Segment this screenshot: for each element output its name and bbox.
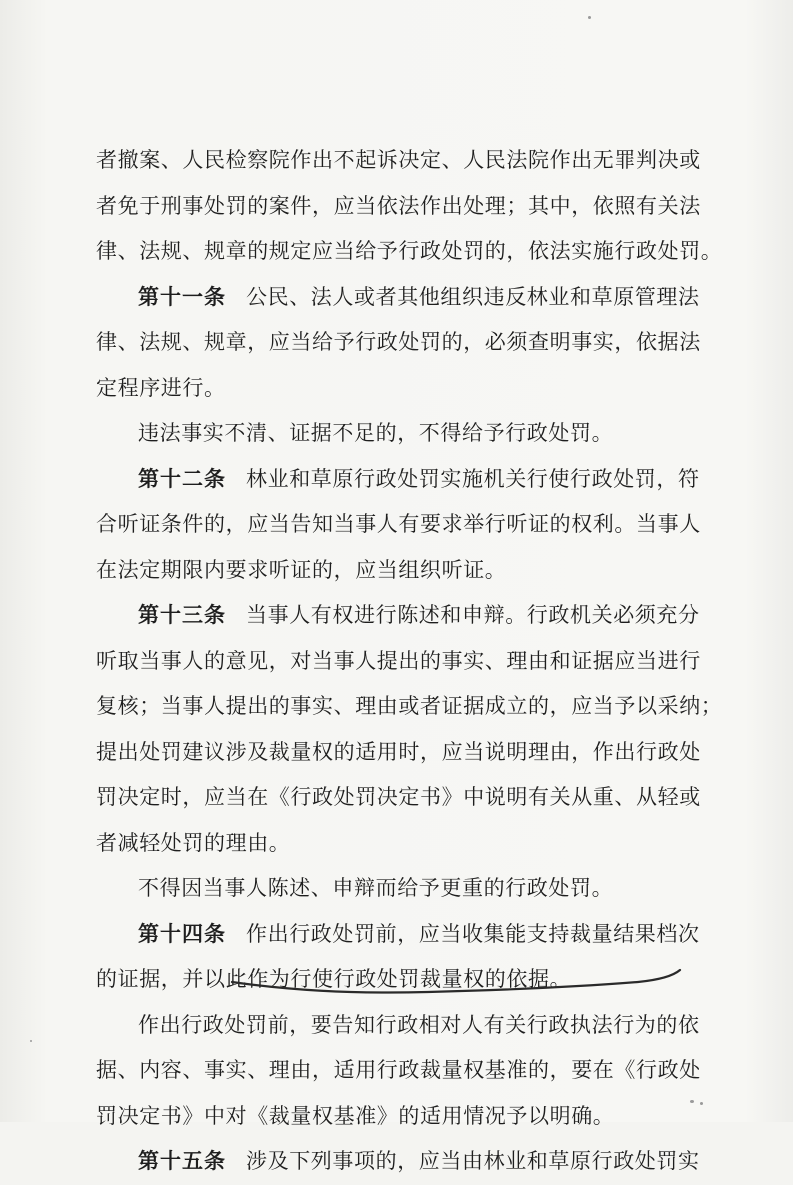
text-line bbox=[96, 548, 692, 594]
scan-speck bbox=[588, 16, 591, 19]
text-line bbox=[96, 320, 701, 366]
article-13-title: 第十三条 bbox=[138, 603, 226, 627]
article-11-title: 第十一条 bbox=[138, 284, 226, 309]
line-text: 复核；当事人提出的事实、理由或者证据成立的，应当予以采纳； bbox=[96, 694, 723, 718]
article-15-line bbox=[96, 1139, 700, 1185]
text-line bbox=[96, 821, 692, 867]
line-text: 涉及下列事项的，应当由林业和草原行政处罚实 bbox=[246, 1149, 700, 1173]
text-line bbox=[96, 502, 701, 548]
line-text: 罚决定书》中对《裁量权基准》的适用情况予以明确。 bbox=[96, 1103, 615, 1128]
text-line bbox=[96, 411, 692, 457]
text-line bbox=[96, 1048, 701, 1094]
text-line bbox=[96, 639, 701, 685]
article-15-title: 第十五条 bbox=[138, 1149, 226, 1173]
document-body bbox=[96, 138, 723, 1185]
line-text: 听取当事人的意见，对当事人提出的事实、理由和证据应当进行 bbox=[96, 648, 701, 673]
line-text: 在法定期限内要求听证的，应当组织听证。 bbox=[96, 557, 507, 582]
line-text: 作出行政处罚前，要告知行政相对人有关行政执法行为的依 bbox=[138, 1012, 700, 1037]
line-text: 者免于刑事处罚的案件，应当依法作出处理；其中，依照有关法 bbox=[96, 193, 701, 218]
text-line bbox=[96, 138, 701, 184]
line-text: 律、法规、规章，应当给予行政处罚的，必须查明事实，依据法 bbox=[96, 330, 701, 354]
text-line bbox=[96, 775, 701, 821]
line-text: 罚决定时，应当在《行政处罚决定书》中说明有关从重、从轻或 bbox=[96, 785, 701, 809]
article-14-line bbox=[96, 912, 700, 958]
article-14-title: 第十四条 bbox=[138, 921, 226, 946]
text-line bbox=[96, 866, 692, 912]
handwritten-underline-mark bbox=[228, 968, 688, 1008]
article-12-title: 第十二条 bbox=[138, 466, 226, 491]
line-text: 当事人有权进行陈述和申辩。行政机关必须充分 bbox=[246, 603, 700, 627]
text-line bbox=[96, 684, 723, 730]
line-text: 提出处罚建议涉及裁量权的适用时，应当说明理由，作出行政处 bbox=[96, 739, 701, 764]
text-line bbox=[96, 229, 723, 275]
line-text: 的证据，并以此作为行使行政处罚裁量权的依据。 bbox=[96, 967, 572, 991]
line-text: 林业和草原行政处罚实施机关行使行政处罚，符 bbox=[246, 466, 700, 491]
text-line bbox=[96, 1094, 692, 1140]
scan-speck bbox=[700, 1102, 703, 1105]
line-text: 不得因当事人陈述、申辩而给予更重的行政处罚。 bbox=[138, 876, 614, 900]
line-text: 律、法规、规章的规定应当给予行政处罚的，依法实施行政处罚。 bbox=[96, 239, 723, 263]
text-line bbox=[96, 1003, 700, 1049]
line-text: 据、内容、事实、理由，适用行政裁量权基准的，要在《行政处 bbox=[96, 1058, 701, 1082]
text-line bbox=[96, 366, 692, 412]
text-line bbox=[96, 730, 701, 776]
article-12-line bbox=[96, 457, 700, 503]
line-text: 者撤案、人民检察院作出不起诉决定、人民法院作出无罪判决或 bbox=[96, 148, 701, 172]
line-text: 定程序进行。 bbox=[96, 375, 226, 400]
line-text: 者减轻处罚的理由。 bbox=[96, 830, 291, 855]
article-13-line bbox=[96, 593, 700, 639]
scan-speck bbox=[690, 1100, 694, 1103]
line-text: 作出行政处罚前，应当收集能支持裁量结果档次 bbox=[246, 921, 700, 946]
line-text: 合听证条件的，应当告知当事人有要求举行听证的权利。当事人 bbox=[96, 512, 701, 536]
article-11-line bbox=[96, 275, 700, 321]
line-text: 公民、法人或者其他组织违反林业和草原管理法 bbox=[246, 284, 700, 309]
line-text: 违法事实不清、证据不足的，不得给予行政处罚。 bbox=[138, 421, 614, 445]
text-line bbox=[96, 184, 701, 230]
scan-speck bbox=[30, 1040, 32, 1042]
